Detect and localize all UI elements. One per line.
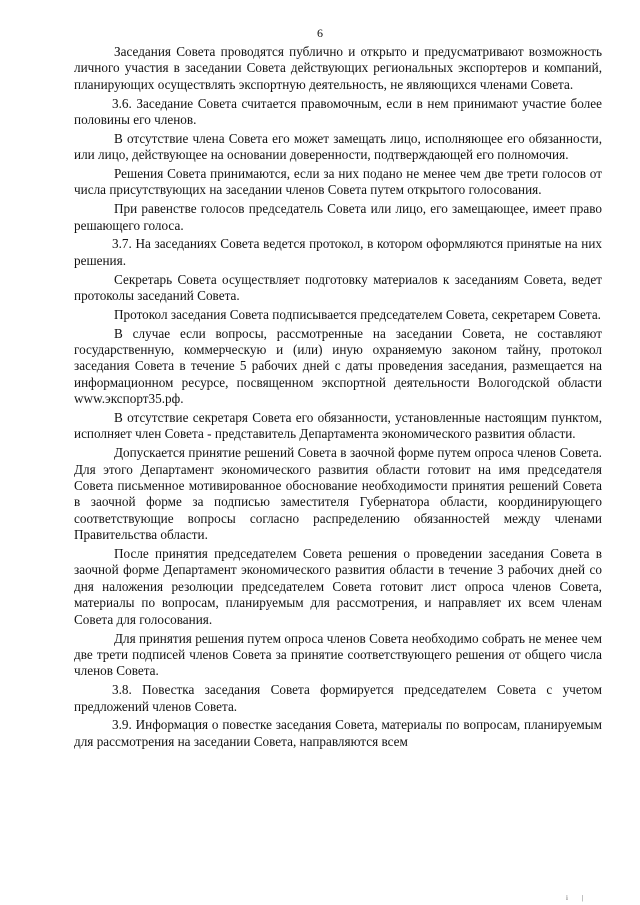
page-number: 6 (317, 26, 323, 40)
paragraph-absentee-threshold: Для принятия решения путем опроса членов Совета необходимо собрать не менее чем две трети подписей членов Совета за принятие соответствующего решения от общего числа членов Совета. (74, 630, 602, 679)
paragraph-protocol-signing: Протокол заседания Совета подписывается председателем Совета, секретарем Совета. (114, 306, 601, 322)
paragraph-3-9-materials: 3.9. Информация о повестке заседания Совета, материалы по вопросам, планируемым для рассмотрения на заседании Совета, направляются всем (74, 717, 602, 749)
paragraph-3-8-agenda: 3.8. Повестка заседания Совета формируется председателем Совета с учетом предложений членов Совета. (74, 682, 602, 714)
paragraph-substitute-member: В отсутствие члена Совета его может замещать лицо, исполняющее его обязанности, или лицо, действующее на основании доверенности, подтверждающей его полномочия. (74, 130, 602, 163)
scan-corner-marks: i | (566, 894, 590, 902)
paragraph-3-7-protocol: 3.7. На заседаниях Совета ведется протокол, в котором оформляются принятые на них решения. (74, 236, 602, 268)
paragraph-3-6-quorum: 3.6. Заседание Совета считается правомочным, если в нем принимают участие более половины его членов. (74, 95, 602, 128)
paragraph-secretary-duties: Секретарь Совета осуществляет подготовку материалов к заседаниям Совета, ведет протоколы заседаний Совета. (74, 271, 602, 304)
paragraph-public-meetings: Заседания Совета проводятся публично и открыто и предусматривают возможность личного участия в заседании Совета действующих региональных экспортеров и компаний, планирующих осуществлять экспортную деятельность, не являющихся членами Совета. (74, 44, 602, 92)
paragraph-tie-vote: При равенстве голосов председатель Совета или лицо, его замещающее, имеет право решающего голоса. (74, 201, 602, 233)
paragraph-protocol-publication: В случае если вопросы, рассмотренные на заседании Совета, не составляют государственную, коммерческую и (или) иную охраняемую законом тайну, протокол заседания Совета в течение 5 рабочих дней с даты проведения заседания, размещается на информационном ресурсе, посвященном экспортной деятельности Вологодской области www.экспорт35.рф. (74, 325, 602, 407)
paragraph-absentee-decisions: Допускается принятие решений Совета в заочной форме путем опроса членов Совета. Для этого Департамент экономического развития области готовит на имя председателя Совета письменное мотивированное обоснование необходимости принятия решений Совета в заочной форме за подписью заместителя Губернатора области, координирующего соответствующие вопросы согласно распределению обязанностей между членами Правительства области. (74, 445, 602, 543)
paragraph-absentee-procedure: После принятия председателем Совета решения о проведении заседания Совета в заочной форме Департамент экономического развития области в течение 3 рабочих дней со дня наложения резолюции председателем Совета готовит лист опроса членов Совета, материалы по вопросам, планируемым для рассмотрения, и направляет их всем членам Совета для голосования. (74, 546, 602, 627)
document-body (74, 44, 602, 753)
paragraph-secretary-absence: В отсутствие секретаря Совета его обязанности, установленные настоящим пунктом, исполняет член Совета - представитель Департамента экономического развития области. (74, 410, 602, 442)
paragraph-decision-voting: Решения Совета принимаются, если за них подано не менее чем две трети голосов от числа присутствующих на заседании членов Совета путем открытого голосования. (74, 166, 602, 198)
